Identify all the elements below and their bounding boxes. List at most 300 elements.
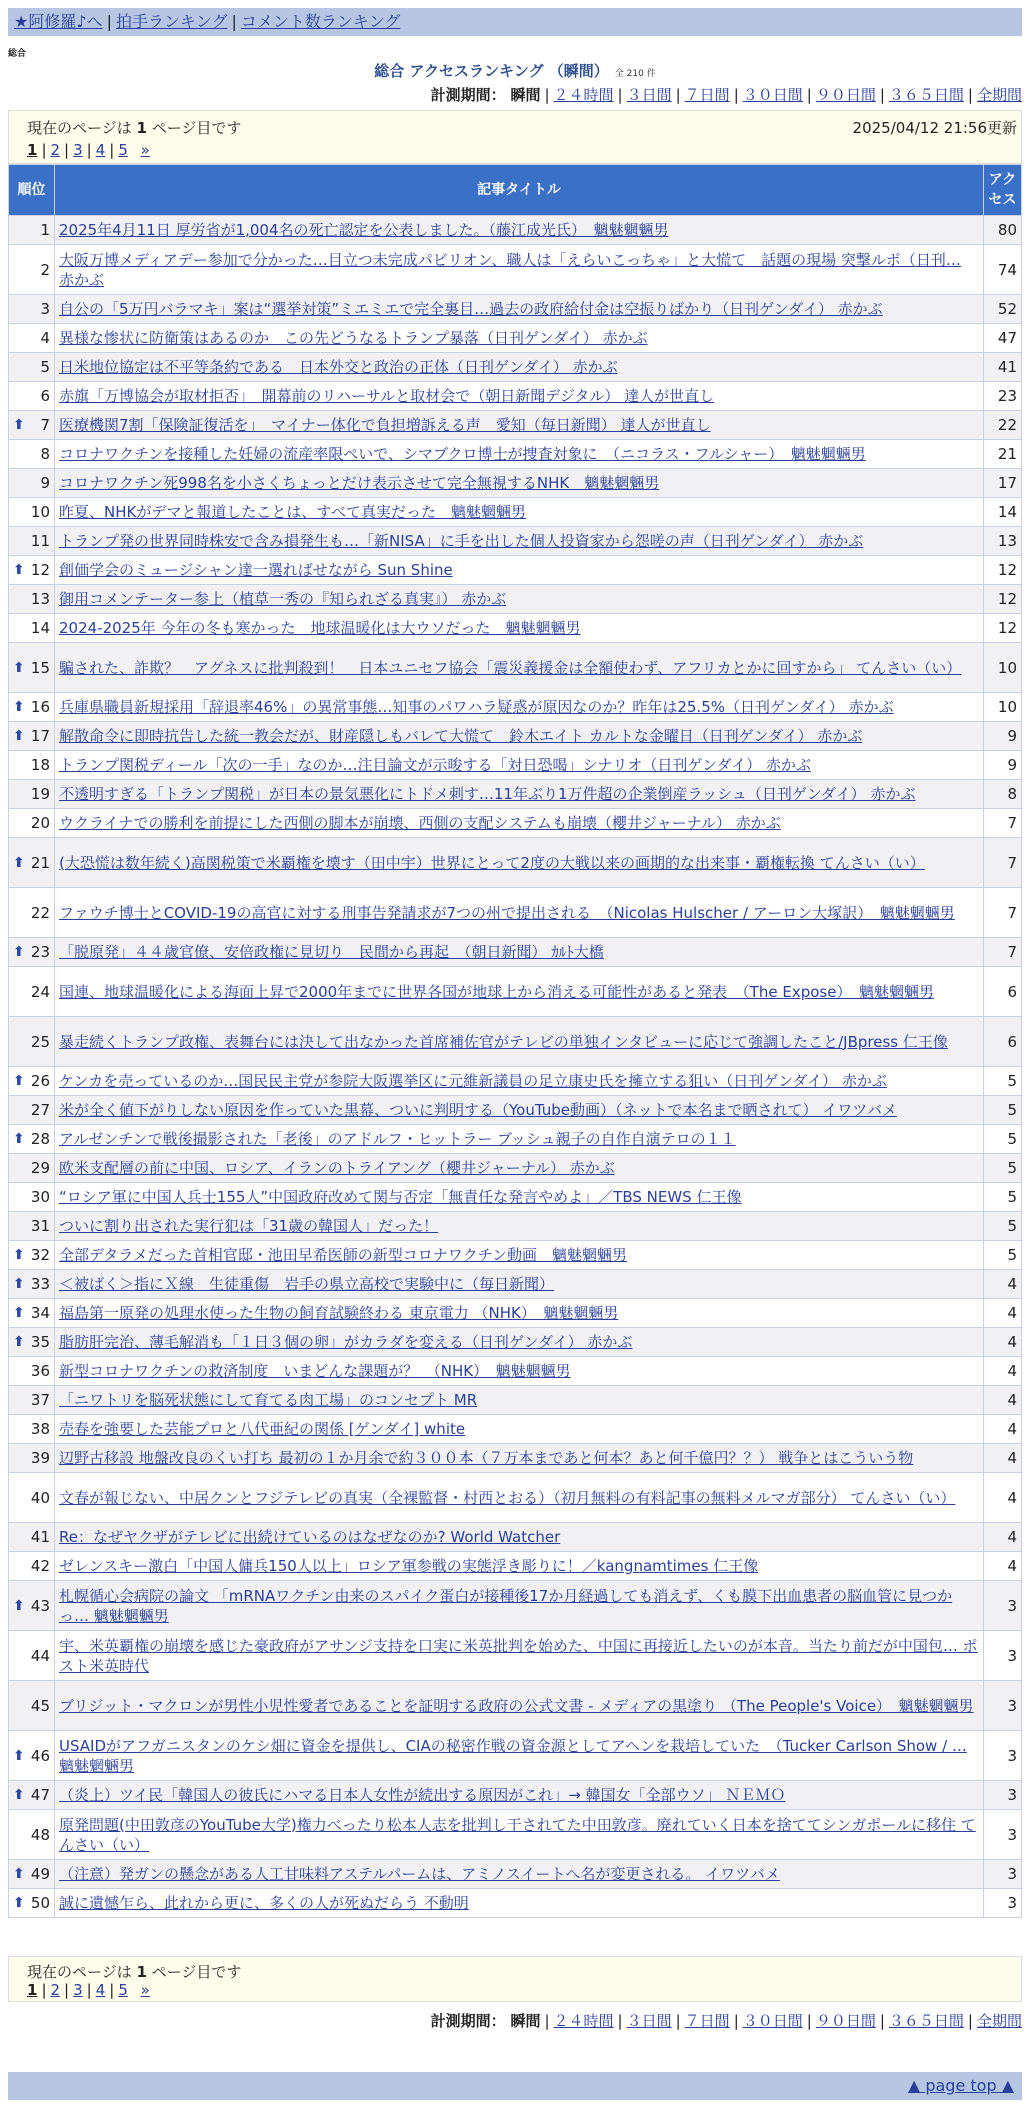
access-count: 7 (984, 838, 1022, 888)
title-cell (55, 411, 984, 440)
pager-separator (132, 1981, 137, 1999)
table-row (9, 1889, 1022, 1918)
period-option[interactable]: ７日間 (684, 2012, 730, 2030)
table-row (9, 1183, 1022, 1212)
table-row (9, 1096, 1022, 1125)
rank-cell (9, 1183, 55, 1212)
access-count: 9 (984, 722, 1022, 751)
item-count: 全 210 件 (614, 69, 656, 79)
title-cell (55, 245, 984, 295)
article-link[interactable]: ブリジット・マクロンが男性小児性愛者であることを証明する政府の公式文書 - メディアの黒塗り （The People's Voice） 魑魅魍魎男 (59, 1696, 974, 1715)
rank-number: 13 (30, 590, 50, 608)
access-count: 10 (984, 693, 1022, 722)
page-number: 1 (136, 119, 147, 137)
article-link[interactable]: Re：なぜヤクザがテレビに出続けているのはなぜなのか? World Watcher (59, 1528, 561, 1546)
period-selector-top (431, 84, 1022, 105)
rank-cell (9, 1631, 55, 1681)
ranking-table (8, 164, 1022, 1918)
pager-link[interactable]: 3 (73, 141, 83, 159)
rank-cell (9, 838, 55, 888)
pager-separator: | (41, 141, 47, 159)
period-option[interactable]: 全期間 (976, 86, 1022, 104)
article-link[interactable]: （注意）発ガンの懸念がある人工甘味料アステルパームは、アミノスイートへ名が変更される。 イワツバメ (59, 1865, 780, 1883)
article-link[interactable]: 文春が報じない、中居クンとフジテレビの真実（全裸監督・村西とおる）（初月無料の有料記事の無料メルマガ部分） てんさい（い） (59, 1488, 956, 1507)
rank-cell (9, 1212, 55, 1241)
period-separator: | (879, 86, 885, 104)
pager-separator: | (64, 1981, 70, 1999)
access-count: 8 (984, 780, 1022, 809)
rank-number: 49 (30, 1865, 50, 1883)
table-row (9, 693, 1022, 722)
rank-up-arrow-icon: ⬆ (13, 944, 25, 960)
period-option[interactable]: ３日間 (626, 2012, 672, 2030)
access-count: 52 (984, 295, 1022, 324)
table-row (9, 1017, 1022, 1067)
table-row (9, 1241, 1022, 1270)
rank-up-arrow-icon: ⬆ (13, 1866, 25, 1882)
access-count: 5 (984, 1241, 1022, 1270)
rank-number: 9 (40, 474, 50, 492)
title-cell (55, 1017, 984, 1067)
article-link[interactable]: “ロシア軍に中国人兵士155人”中国政府改めて関与否定「無責任な発言やめよ」／TBS NEWS 仁王像 (59, 1188, 742, 1206)
rank-number: 25 (30, 1032, 50, 1051)
article-link[interactable]: 新型コロナワクチンの救済制度 いまどんな課題が？ （NHK） 魑魅魍魎男 (59, 1362, 571, 1380)
title-cell (55, 353, 984, 382)
access-count: 4 (984, 1328, 1022, 1357)
article-link[interactable]: 2025年4月11日 厚労省が1,004名の死亡認定を公表しました。（藤江成光氏） 魑魅魍魎男 (59, 221, 669, 239)
pager-separator: | (109, 1981, 115, 1999)
rank-cell (9, 382, 55, 411)
title-cell (55, 1860, 984, 1889)
page-text-before: 現在のページは (27, 119, 137, 137)
access-count: 41 (984, 353, 1022, 382)
rank-cell (9, 1781, 55, 1810)
current-page-text (27, 1961, 241, 1982)
pager-link[interactable]: 5 (118, 1981, 128, 1999)
table-row (9, 751, 1022, 780)
period-option[interactable]: ３６５日間 (888, 2012, 964, 2030)
rank-number: 1 (40, 221, 50, 239)
table-row (9, 643, 1022, 693)
period-separator: | (806, 2012, 812, 2030)
period-option[interactable]: ９０日間 (815, 86, 876, 104)
rank-number: 7 (40, 416, 50, 434)
rank-cell (9, 1810, 55, 1860)
page-top-link[interactable]: ▲ page top ▲ (907, 2076, 1014, 2095)
access-count: 4 (984, 1270, 1022, 1299)
title-cell (55, 295, 984, 324)
rank-number: 50 (30, 1894, 50, 1912)
table-row (9, 1810, 1022, 1860)
period-option[interactable]: ２４時間 (553, 2012, 614, 2030)
rank-cell (9, 1067, 55, 1096)
rank-up-arrow-icon: ⬆ (13, 1895, 25, 1911)
table-row (9, 1781, 1022, 1810)
title-cell (55, 1299, 984, 1328)
article-link[interactable]: 御用コメンテーター参上（植草一秀の『知られざる真実』） 赤かぶ (59, 590, 507, 608)
article-link[interactable]: コロナワクチン死998名を小さくちょっとだけ表示させて完全無視するNHK 魑魅魍魎男 (59, 474, 660, 492)
title-cell (55, 643, 984, 693)
article-link[interactable]: 「脱原発」４４歳官僚、安倍政権に見切り 民間から再起 （朝日新聞） ｶﾙﾄ大橋 (59, 943, 604, 961)
table-row (9, 498, 1022, 527)
period-option[interactable]: ３６５日間 (888, 86, 964, 104)
rank-number: 16 (30, 698, 50, 716)
page-text-after: ページ目です (146, 119, 242, 137)
table-row (9, 245, 1022, 295)
rank-cell (9, 469, 55, 498)
rank-cell (9, 1681, 55, 1731)
rank-number: 28 (30, 1130, 50, 1148)
rank-number: 11 (30, 532, 50, 550)
title-cell (55, 1125, 984, 1154)
title-cell (55, 1067, 984, 1096)
period-option[interactable]: ９０日間 (815, 2012, 876, 2030)
table-row (9, 1067, 1022, 1096)
article-link[interactable]: 売春を強要した芸能プロと八代亜紀の関係 [ゲンダイ] white (59, 1420, 466, 1438)
period-separator: | (675, 86, 681, 104)
rank-up-arrow-icon: ⬆ (13, 1787, 25, 1803)
table-row (9, 1125, 1022, 1154)
rank-up-arrow-icon: ⬆ (13, 659, 25, 676)
access-count: 22 (984, 411, 1022, 440)
title-cell (55, 1357, 984, 1386)
article-link[interactable]: 脂肪肝完治、薄毛解消も「１日３個の卵」がカラダを変える（日刊ゲンダイ） 赤かぶ (59, 1333, 633, 1351)
access-count: 12 (984, 556, 1022, 585)
rank-cell (9, 295, 55, 324)
table-row (9, 1860, 1022, 1889)
table-row (9, 722, 1022, 751)
period-separator: | (879, 2012, 885, 2030)
access-count: 80 (984, 216, 1022, 245)
period-option[interactable]: 全期間 (976, 2012, 1022, 2030)
table-row (9, 440, 1022, 469)
article-link[interactable]: 辺野古移設 地盤改良のくい打ち 最初の１か月余で約３００本（７万本まであと何本？あと何千億円？？） 戦争とはこういう物 (59, 1449, 914, 1467)
access-count: 13 (984, 527, 1022, 556)
article-link[interactable]: ファウチ博士とCOVID-19の高官に対する刑事告発請求が7つの州で提出される （Nicolas Hulscher / アーロン大塚訳） 魑魅魍魎男 (59, 903, 955, 922)
access-count: 4 (984, 1386, 1022, 1415)
title-cell (55, 1810, 984, 1860)
period-current: 瞬間 (510, 2012, 541, 2030)
clap-ranking-link[interactable]: 拍手ランキング (115, 12, 228, 31)
footer-bar (8, 2072, 1022, 2100)
article-link[interactable]: 昨夏、NHKがデマと報道したことは、すべて真実だった 魑魅魍魎男 (59, 503, 527, 521)
rank-number: 45 (30, 1696, 50, 1715)
rank-number: 19 (30, 785, 50, 803)
period-label: 計測期間： (430, 2012, 506, 2030)
title-cell (55, 216, 984, 245)
page-info-top (8, 110, 1022, 164)
pager-separator (132, 141, 137, 159)
title-cell (55, 527, 984, 556)
rank-number: 6 (40, 387, 50, 405)
article-link[interactable]: 誠に遺憾乍ら、此れから更に、多くの人が死ぬだらう 不動明 (59, 1894, 469, 1912)
rank-cell (9, 693, 55, 722)
table-row (9, 556, 1022, 585)
rank-cell (9, 1328, 55, 1357)
table-row (9, 1523, 1022, 1552)
period-separator: | (617, 2012, 623, 2030)
title-cell (55, 780, 984, 809)
rank-cell (9, 411, 55, 440)
title-cell (55, 324, 984, 353)
article-link[interactable]: 欧米支配層の前に中国、ロシア、イランのトライアング（櫻井ジャーナル） 赤かぶ (59, 1159, 615, 1177)
title-header: 記事タイトル (55, 165, 984, 216)
access-count: 7 (984, 888, 1022, 938)
rank-cell (9, 498, 55, 527)
access-count: 5 (984, 1067, 1022, 1096)
access-count: 5 (984, 1183, 1022, 1212)
table-row (9, 1415, 1022, 1444)
pager-link[interactable]: 4 (95, 1981, 106, 1999)
table-row (9, 809, 1022, 838)
rank-up-arrow-icon: ⬆ (13, 854, 25, 871)
rank-number: 37 (30, 1391, 50, 1409)
access-count: 3 (984, 1731, 1022, 1781)
access-count: 5 (984, 1154, 1022, 1183)
rank-up-arrow-icon: ⬆ (13, 1334, 25, 1350)
access-count: 4 (984, 1357, 1022, 1386)
period-separator: | (544, 86, 550, 104)
period-separator: | (675, 2012, 681, 2030)
title-cell (55, 1212, 984, 1241)
article-link[interactable]: 札幌循心会病院の論文 「mRNAワクチン由来のスパイク蛋白が接種後17か月経過しても消えず、くも膜下出血患者の脳血管に見つかっ… 魑魅魍魎男 (59, 1586, 953, 1625)
title-cell (55, 1386, 984, 1415)
article-link[interactable]: 騙された、詐欺？ アグネスに批判殺到！ 日本ユニセフ協会「震災義援金は全額使わず、アフリカとかに回すから」 てんさい（い） (59, 658, 962, 677)
period-option[interactable]: ３日間 (626, 86, 672, 104)
table-row (9, 938, 1022, 967)
title-cell (55, 614, 984, 643)
rank-number: 48 (30, 1825, 50, 1844)
rank-number: 33 (30, 1275, 50, 1293)
pager-separator: | (86, 1981, 92, 1999)
rank-cell (9, 1017, 55, 1067)
period-option[interactable]: ７日間 (684, 86, 730, 104)
rank-number: 12 (30, 561, 50, 579)
table-row (9, 382, 1022, 411)
rank-number: 20 (30, 814, 50, 832)
title-cell (55, 1270, 984, 1299)
article-link[interactable]: コロナワクチンを接種した妊婦の流産率限ぺいで、シマブクロ博士が捜査対象に （ニコラス・フルシャー） 魑魅魍魎男 (59, 445, 866, 463)
page-text-after: ページ目です (146, 1963, 242, 1981)
article-link[interactable]: ケンカを売っているのか…国民民主党が参院大阪選挙区に元維新議員の足立康史氏を擁立する狙い（日刊ゲンダイ） 赤かぶ (59, 1072, 887, 1090)
access-count: 3 (984, 1889, 1022, 1918)
article-link[interactable]: 原発問題(中田敦彦のYouTube大学)権力べったり松本人志を批判し干されてた中田敦彦。廃れていく日本を捨ててシンガポールに移住 てんさい（い） (59, 1815, 976, 1854)
pager-separator: | (64, 141, 70, 159)
pager-next[interactable]: » (140, 141, 150, 159)
comment-ranking-link[interactable]: コメント数ランキング (240, 12, 401, 31)
article-link[interactable]: ウクライナでの勝利を前提にした西側の脚本が崩壊、西側の支配システムも崩壊（櫻井ジャーナル） 赤かぶ (59, 814, 781, 832)
access-count: 4 (984, 1523, 1022, 1552)
title-cell (55, 1183, 984, 1212)
article-link[interactable]: アルゼンチンで戦後撮影された「老後」のアドルフ・ヒットラー ブッシュ親子の自作自演テロの１１ (59, 1130, 736, 1148)
access-count: 14 (984, 498, 1022, 527)
rank-up-arrow-icon: ⬆ (13, 1276, 25, 1292)
article-link[interactable]: 赤旗「万博協会が取材拒否」 開幕前のリハーサルと取材会で（朝日新聞デジタル） 達人が世直し (59, 387, 715, 405)
pager-link[interactable]: 3 (73, 1981, 83, 1999)
access-count: 5 (984, 1125, 1022, 1154)
article-link[interactable]: 自公の「5万円バラマキ」案は“選挙対策”ミエミエで完全裏目…過去の政府給付金は空振りばかり（日刊ゲンダイ） 赤かぶ (59, 300, 883, 318)
access-count: 12 (984, 614, 1022, 643)
article-link[interactable]: ついに割り出された実行犯は「31歳の韓国人」だった！ (59, 1217, 439, 1235)
period-option[interactable]: ２４時間 (553, 86, 614, 104)
article-link[interactable]: 宇、米英覇権の崩壊を感じた豪政府がアサンジ支持を口実に米英批判を始めた、中国に再接近したいのが本音。当たり前だが中国包… ポスト米英時代 (59, 1636, 978, 1675)
title-cell (55, 838, 984, 888)
rank-number: 2 (40, 260, 50, 279)
rank-number: 10 (30, 503, 50, 521)
rank-cell (9, 245, 55, 295)
pager-link[interactable]: 4 (95, 141, 106, 159)
rank-cell (9, 1270, 55, 1299)
title-cell (55, 1328, 984, 1357)
rank-number: 44 (30, 1646, 50, 1665)
rank-number: 14 (30, 619, 50, 637)
article-link[interactable]: 日米地位協定は不平等条約である 日本外交と政治の正体（日刊ゲンダイ） 赤かぶ (59, 358, 618, 376)
rank-up-arrow-icon: ⬆ (13, 1305, 25, 1321)
title-cell (55, 498, 984, 527)
access-count: 3 (984, 1810, 1022, 1860)
pager-link[interactable]: 2 (50, 1981, 61, 1999)
article-link[interactable]: 2024-2025年 今年の冬も寒かった 地球温暖化は大ウソだった 魑魅魍魎男 (59, 619, 581, 637)
article-link[interactable]: ゼレンスキー激白「中国人傭兵150人以上」ロシア軍参戦の実態浮き彫りに！／kangnamtimes 仁王像 (59, 1557, 759, 1575)
table-row (9, 353, 1022, 382)
article-link[interactable]: USAIDがアフガニスタンのケシ畑に資金を提供し、CIAの秘密作戦の資金源としてアヘンを栽培していた （Tucker Carlson Show / … 魑魅魍魎男 (59, 1736, 967, 1775)
rank-number: 47 (30, 1786, 50, 1804)
top-nav-bar (8, 8, 1022, 36)
table-row (9, 1270, 1022, 1299)
rank-cell (9, 216, 55, 245)
rank-cell (9, 938, 55, 967)
article-link[interactable]: 全部デタラメだった首相官邸・池田早希医師の新型コロナワクチン動画 魑魅魍魎男 (59, 1246, 628, 1264)
table-row (9, 1444, 1022, 1473)
title-cell (55, 809, 984, 838)
article-link[interactable]: 国連、地球温暖化による海面上昇で2000年までに世界各国が地球上から消える可能性があると発表 （The Expose） 魑魅魍魎男 (59, 982, 934, 1001)
table-row (9, 469, 1022, 498)
pager-next[interactable]: » (140, 1981, 150, 1999)
page-info-bottom (8, 1956, 1022, 2002)
article-link[interactable]: トランプ関税ディール「次の一手」なのか…注目論文が示唆する「対日恐喝」シナリオ（日刊ゲンダイ） 赤かぶ (59, 756, 811, 774)
article-link[interactable]: 「ニワトリを脳死状態にして育てる肉工場」のコンセプト MR (59, 1391, 478, 1409)
period-separator: | (806, 86, 812, 104)
pager-link[interactable]: 2 (50, 141, 61, 159)
rank-cell (9, 1241, 55, 1270)
table-row (9, 1473, 1022, 1523)
current-page-text (27, 117, 241, 138)
article-link[interactable]: 異様な惨状に防衛策はあるのか この先どうなるトランプ暴落（日刊ゲンダイ） 赤かぶ (59, 329, 648, 347)
table-row (9, 324, 1022, 353)
rank-cell (9, 1523, 55, 1552)
rank-header: 順位 (9, 165, 55, 216)
rank-up-arrow-icon: ⬆ (13, 1747, 25, 1764)
title-cell (55, 382, 984, 411)
page-heading (0, 60, 1030, 81)
period-separator: | (733, 86, 739, 104)
rank-number: 39 (30, 1449, 50, 1467)
period-separator: | (617, 86, 623, 104)
period-selector-bottom (431, 2010, 1022, 2031)
title-cell (55, 1552, 984, 1581)
access-count: 6 (984, 1017, 1022, 1067)
rank-number: 24 (30, 982, 50, 1001)
rank-number: 8 (40, 445, 50, 463)
rank-number: 17 (30, 727, 50, 745)
table-row (9, 585, 1022, 614)
table-row (9, 1299, 1022, 1328)
article-link[interactable]: 不透明すぎる「トランプ関税」が日本の景気悪化にトドメ刺す…11年ぶり1万件超の企業倒産ラッシュ（日刊ゲンダイ） 赤かぶ (59, 785, 916, 803)
rank-number: 34 (30, 1304, 50, 1322)
title-cell (55, 556, 984, 585)
title-cell (55, 722, 984, 751)
rank-cell (9, 1444, 55, 1473)
access-count: 3 (984, 1860, 1022, 1889)
nav-separator: | (231, 12, 237, 31)
title-cell (55, 469, 984, 498)
title-cell (55, 938, 984, 967)
rank-number: 22 (30, 903, 50, 922)
access-count: 4 (984, 1299, 1022, 1328)
article-link[interactable]: 福島第一原発の処理水使った生物の飼育試験終わる 東京電力 （NHK） 魑魅魍魎男 (59, 1304, 619, 1322)
article-link[interactable]: （炎上）ツイ民「韓国人の彼氏にハマる日本人女性が続出する原因がこれ」→ 韓国女「全部ウソ」 ＮＥＭＯ (59, 1786, 786, 1804)
article-link[interactable]: 米が全く値下がりしない原因を作っていた黒幕、ついに判明する（YouTube動画）（ネットで本名まで晒されて） イワツバメ (59, 1101, 897, 1119)
article-link[interactable]: 兵庫県職員新規採用「辞退率46%」の異常事態…知事のパワハラ疑惑が原因なのか？昨年は25.5%（日刊ゲンダイ） 赤かぶ (59, 698, 894, 716)
rank-number: 5 (40, 358, 50, 376)
pager-link[interactable]: 5 (118, 141, 128, 159)
rank-number: 4 (40, 329, 50, 347)
article-link[interactable]: 大阪万博メディアデー参加で分かった…目立つ未完成パビリオン、職人は「えらいこっちゃ」と大慌て 話題の現場 突撃ルポ（日刊… 赤かぶ (59, 250, 961, 289)
article-link[interactable]: (大恐慌は数年続く)高関税策で米覇権を壊す（田中宇）世界にとって2度の大戦以来の画期的な出来事・覇権転換 てんさい（い） (59, 853, 925, 872)
rank-cell (9, 440, 55, 469)
rank-cell (9, 1154, 55, 1183)
period-label: 計測期間： (430, 86, 506, 104)
table-row (9, 1552, 1022, 1581)
table-row (9, 967, 1022, 1017)
rank-number: 38 (30, 1420, 50, 1438)
article-link[interactable]: ＜被ばく＞指にＸ線 生徒重傷 岩手の県立高校で実験中に（毎日新聞） (59, 1275, 555, 1293)
article-link[interactable]: 暴走続くトランプ政権、表舞台には決して出なかった首席補佐官がテレビの単独インタビューに応じて強調したこと/JBpress 仁王像 (59, 1032, 948, 1051)
table-row (9, 1681, 1022, 1731)
rank-cell (9, 722, 55, 751)
rank-cell (9, 324, 55, 353)
table-row (9, 888, 1022, 938)
access-count: 74 (984, 245, 1022, 295)
updated-timestamp: 2025/04/12 21:56更新 (852, 119, 1017, 137)
article-link[interactable]: 医療機関7割「保険証復活を」 マイナー体化で負担増訴える声 愛知（毎日新聞） 達人が世直し (59, 416, 711, 434)
pager-bottom (27, 1981, 150, 1999)
table-row (9, 1154, 1022, 1183)
period-option[interactable]: ３０日間 (742, 86, 803, 104)
title-cell (55, 1444, 984, 1473)
period-option[interactable]: ３０日間 (742, 2012, 803, 2030)
rank-up-arrow-icon: ⬆ (13, 1597, 25, 1614)
title-cell (55, 1523, 984, 1552)
title-cell (55, 1681, 984, 1731)
title-cell (55, 967, 984, 1017)
title-cell (55, 1781, 984, 1810)
article-link[interactable]: 創価学会のミュージシャン達一選ればせながら Sun Shine (59, 561, 453, 579)
rank-up-arrow-icon: ⬆ (13, 562, 25, 578)
access-count: 23 (984, 382, 1022, 411)
access-count: 10 (984, 643, 1022, 693)
home-link[interactable]: ★阿修羅♪へ (14, 12, 103, 31)
rank-cell (9, 1415, 55, 1444)
article-link[interactable]: トランプ発の世界同時株安で含み損発生も…「新NISA」に手を出した個人投資家から怨嗟の声（日刊ゲンダイ） 赤かぶ (59, 532, 864, 550)
rank-cell (9, 780, 55, 809)
rank-cell (9, 614, 55, 643)
article-link[interactable]: 解散命令に即時抗告した統一教会だが、財産隠しもバレて大慌て 鈴木エイト カルトな金曜日（日刊ゲンダイ） 赤かぶ (59, 727, 863, 745)
access-count: 3 (984, 1631, 1022, 1681)
title-cell (55, 751, 984, 780)
rank-cell (9, 1299, 55, 1328)
rank-number: 26 (30, 1072, 50, 1090)
